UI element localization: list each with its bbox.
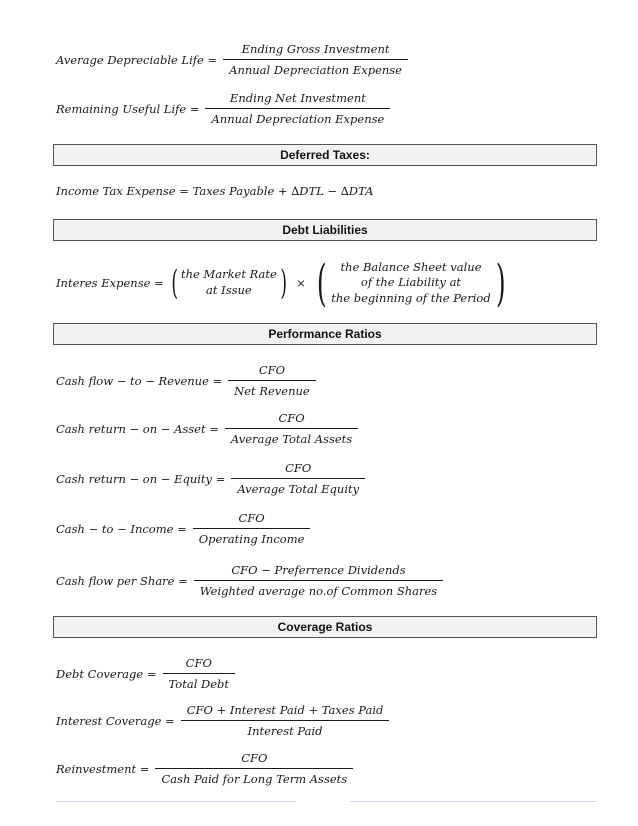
section-header-coverage-ratios: Coverage Ratios	[53, 616, 597, 638]
fraction-denominator: Interest Paid	[247, 724, 323, 738]
paren-group-balance-sheet	[312, 254, 510, 312]
formula-lhs: Cash flow − to − Revenue =	[56, 373, 223, 388]
formula-lhs: Cash flow per Share =	[56, 573, 188, 588]
fraction-denominator: Annual Depreciation Expense	[229, 63, 402, 77]
fraction-denominator: Cash Paid for Long Term Assets	[161, 772, 348, 786]
fraction-numerator: CFO	[285, 461, 312, 475]
section-header-performance-ratios: Performance Ratios	[53, 323, 597, 345]
fraction-numerator: CFO	[258, 363, 286, 377]
fraction	[225, 411, 358, 446]
formula-lhs: Reinvestment =	[56, 761, 150, 776]
formula-lhs: Interest Coverage =	[56, 713, 175, 728]
fraction-numerator: CFO + Interest Paid + Taxes Paid	[186, 703, 384, 717]
stacked-text	[331, 260, 490, 307]
fraction-numerator: CFO − Preferrence Dividends	[231, 563, 406, 577]
fraction	[163, 656, 236, 691]
formula-income-tax-expense	[56, 184, 373, 198]
right-paren: )	[495, 254, 506, 312]
fraction	[205, 91, 390, 126]
fraction-numerator: CFO	[185, 656, 212, 670]
formula-debt-coverage	[56, 656, 235, 691]
formula-interest-coverage	[56, 703, 389, 738]
right-paren: )	[280, 263, 287, 303]
stack-line: at Issue	[206, 283, 252, 297]
formula-average-depreciable-life	[56, 42, 408, 77]
formula-lhs: Interes Expense =	[56, 276, 164, 290]
fraction-numerator: CFO	[241, 751, 268, 765]
stack-line: the Market Rate	[180, 267, 277, 282]
fraction	[228, 363, 316, 398]
fraction-denominator: Annual Depreciation Expense	[211, 112, 385, 126]
fraction-denominator: Average Total Equity	[237, 482, 360, 496]
stack-line: the Balance Sheet value	[340, 259, 482, 274]
formula-cash-return-on-asset	[56, 411, 358, 446]
formula-cash-flow-to-revenue	[56, 363, 316, 398]
fraction	[155, 751, 353, 786]
fraction-denominator: Total Debt	[168, 677, 230, 691]
fraction-numerator: Ending Net Investment	[229, 91, 366, 105]
stacked-text	[181, 267, 277, 298]
formula-cash-flow-per-share	[56, 563, 443, 598]
formula-cash-to-income	[56, 511, 310, 546]
formula-lhs: Cash − to − Income =	[56, 521, 187, 536]
formula-reinvestment	[56, 751, 353, 786]
fraction	[194, 563, 443, 598]
stack-line: the beginning of the Period	[331, 290, 491, 305]
formula-lhs: Cash return − on − Asset =	[56, 421, 219, 436]
left-paren: (	[171, 263, 178, 303]
times-sign: ×	[296, 276, 306, 290]
fraction-numerator: Ending Gross Investment	[241, 42, 390, 56]
fraction-numerator: CFO	[278, 411, 305, 425]
fraction	[193, 511, 311, 546]
left-paren: (	[316, 254, 327, 312]
fraction	[223, 42, 408, 77]
fraction-denominator: Average Total Assets	[230, 432, 353, 446]
section-header-deferred-taxes: Deferred Taxes:	[53, 144, 597, 166]
fraction-numerator: CFO	[238, 511, 265, 525]
formula-interest-expense	[56, 254, 510, 312]
section-header-debt-liabilities: Debt Liabilities	[53, 219, 597, 241]
fraction	[231, 461, 365, 496]
paren-group-market-rate	[168, 263, 290, 303]
fraction-denominator: Net Revenue	[234, 384, 310, 398]
stack-line: of the Liability at	[360, 275, 462, 290]
formula-lhs: Remaining Useful Life =	[56, 101, 200, 116]
footer-rule-left	[56, 801, 296, 802]
formula-lhs: Cash return − on − Equity =	[56, 471, 226, 486]
footer-rule-right	[350, 801, 597, 802]
formula-lhs: Debt Coverage =	[56, 666, 157, 681]
fraction-denominator: Operating Income	[198, 532, 305, 546]
formula-cash-return-on-equity	[56, 461, 365, 496]
fraction-denominator: Weighted average no.of Common Shares	[199, 584, 438, 598]
fraction	[181, 703, 390, 738]
formula-remaining-useful-life	[56, 91, 390, 126]
formula-text: Income Tax Expense = Taxes Payable + ∆DTL − ∆DTA	[56, 184, 374, 198]
formula-lhs: Average Depreciable Life =	[56, 52, 218, 67]
